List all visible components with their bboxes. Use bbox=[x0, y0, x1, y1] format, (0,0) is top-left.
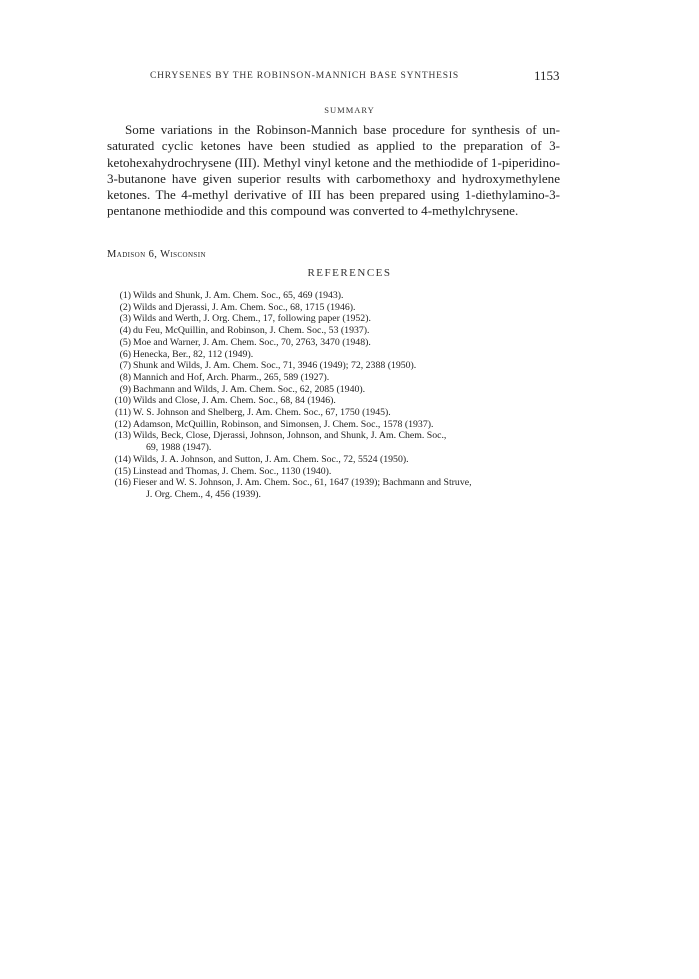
reference-text: du Feu, McQuillin, and Robinson, J. Chem. Soc., 53 (1937). bbox=[133, 325, 370, 337]
reference-text: Wilds and Werth, J. Org. Chem., 17, following paper (1952). bbox=[133, 313, 371, 325]
summary-paragraph: Some variations in the Robinson-Mannich base procedure for synthesis of un-saturated cyclic ketones have been studied as applied to the preparation of 3-ketohexahydrochrysene (III). Methyl vinyl ketone and the methiodide of 1-piperidino-3-butanone have given superior results with carbomethoxy and hydroxymethylene ketones. The 4-methyl derivative of III has been prepared using 1-diethylamino-3-pentanone methiodide and this compound was converted to 4-methylchrysene. bbox=[107, 122, 560, 219]
reference-number: (13) bbox=[114, 430, 131, 442]
reference-text: Wilds, Beck, Close, Djerassi, Johnson, Johnson, and Shunk, J. Am. Chem. Soc., bbox=[133, 430, 447, 442]
reference-list bbox=[107, 290, 562, 501]
reference-text: Wilds and Djerassi, J. Am. Chem. Soc., 68, 1715 (1946). bbox=[133, 301, 356, 313]
summary-heading: SUMMARY bbox=[324, 105, 375, 115]
reference-text: Wilds, J. A. Johnson, and Sutton, J. Am. Chem. Soc., 72, 5524 (1950). bbox=[133, 453, 409, 465]
reference-item bbox=[107, 407, 562, 419]
reference-text: Fieser and W. S. Johnson, J. Am. Chem. Soc., 61, 1647 (1939); Bachmann and Struve, bbox=[133, 477, 472, 489]
page-number: 1153 bbox=[534, 68, 560, 83]
reference-number: (16) bbox=[114, 477, 131, 489]
reference-number: (8) bbox=[119, 371, 131, 383]
reference-text: Shunk and Wilds, J. Am. Chem. Soc., 71, 3946 (1949); 72, 2388 (1950). bbox=[133, 360, 417, 372]
reference-item bbox=[107, 466, 562, 478]
reference-text: Bachmann and Wilds, J. Am. Chem. Soc., 62, 2085 (1940). bbox=[133, 383, 366, 395]
reference-item bbox=[107, 395, 562, 407]
reference-text-continued: J. Org. Chem., 4, 456 (1939). bbox=[146, 488, 261, 500]
reference-number: (12) bbox=[114, 418, 131, 430]
reference-item bbox=[107, 430, 562, 453]
reference-item bbox=[107, 372, 562, 384]
reference-text: Henecka, Ber., 82, 112 (1949). bbox=[133, 348, 254, 360]
author-location: Madison 6, Wisconsin bbox=[107, 249, 206, 260]
reference-number: (6) bbox=[119, 348, 131, 360]
reference-text: Wilds and Close, J. Am. Chem. Soc., 68, 84 (1946). bbox=[133, 395, 336, 407]
reference-item bbox=[107, 384, 562, 396]
reference-item bbox=[107, 313, 562, 325]
reference-item bbox=[107, 454, 562, 466]
reference-number: (15) bbox=[114, 465, 131, 477]
reference-text: Wilds and Shunk, J. Am. Chem. Soc., 65, 469 (1943). bbox=[133, 290, 344, 301]
reference-number: (4) bbox=[119, 325, 131, 337]
reference-item bbox=[107, 290, 562, 302]
reference-item bbox=[107, 337, 562, 349]
reference-text: Adamson, McQuillin, Robinson, and Simonsen, J. Chem. Soc., 1578 (1937). bbox=[133, 418, 434, 430]
reference-number: (1) bbox=[119, 290, 131, 301]
reference-number: (2) bbox=[119, 301, 131, 313]
references-heading: REFERENCES bbox=[307, 267, 392, 279]
reference-number: (11) bbox=[115, 407, 131, 419]
reference-text: W. S. Johnson and Shelberg, J. Am. Chem. Soc., 67, 1750 (1945). bbox=[133, 407, 391, 419]
reference-item bbox=[107, 419, 562, 431]
reference-number: (5) bbox=[119, 336, 131, 348]
reference-item bbox=[107, 325, 562, 337]
reference-text: Linstead and Thomas, J. Chem. Soc., 1130 (1940). bbox=[133, 465, 332, 477]
reference-item bbox=[107, 349, 562, 361]
reference-item bbox=[107, 302, 562, 314]
reference-item bbox=[107, 477, 562, 500]
reference-text: Moe and Warner, J. Am. Chem. Soc., 70, 2763, 3470 (1948). bbox=[133, 336, 371, 348]
running-head: CHRYSENES BY THE ROBINSON-MANNICH BASE SYNTHESIS bbox=[150, 71, 459, 81]
reference-number: (9) bbox=[119, 383, 131, 395]
reference-number: (7) bbox=[119, 360, 131, 372]
reference-text-continued: 69, 1988 (1947). bbox=[146, 442, 212, 454]
reference-number: (3) bbox=[119, 313, 131, 325]
reference-text: Mannich and Hof, Arch. Pharm., 265, 589 (1927). bbox=[133, 371, 330, 383]
reference-number: (14) bbox=[114, 453, 131, 465]
reference-item bbox=[107, 360, 562, 372]
reference-number: (10) bbox=[114, 395, 131, 407]
